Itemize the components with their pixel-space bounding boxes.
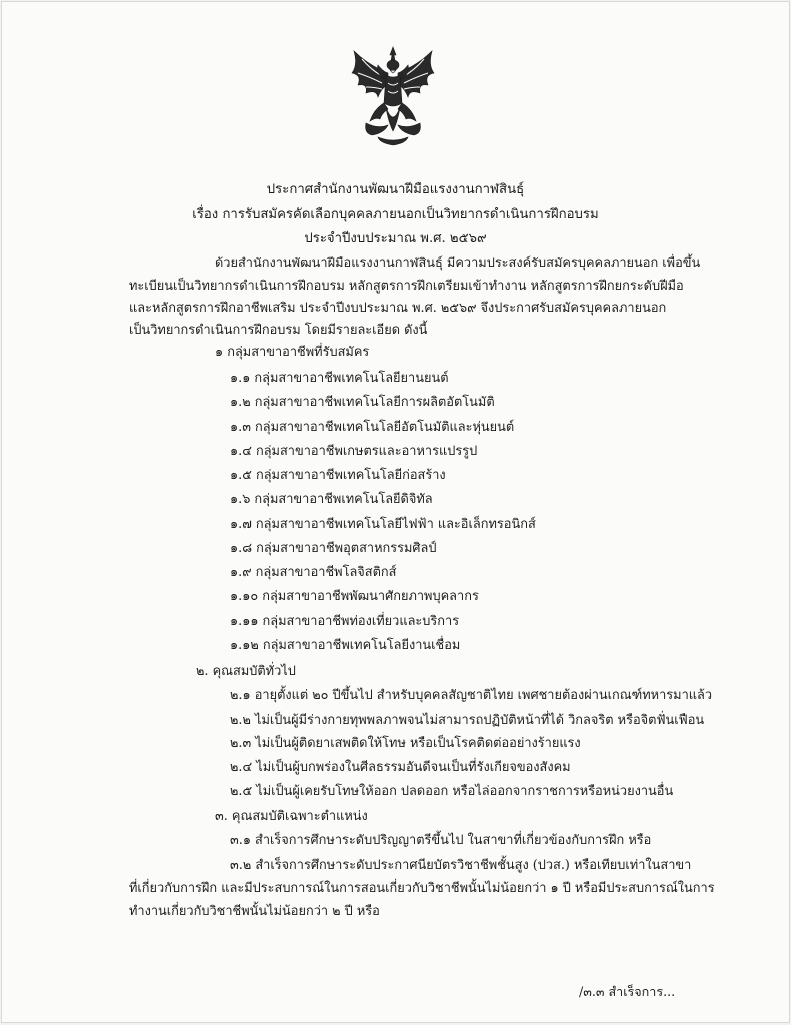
announcement-subject: เรื่อง การรับสมัครคัดเลือกบุคคลภายนอกเป็นวิทยากรดำเนินการฝึกอบรม [192, 207, 599, 222]
list-item: ๑.๑๐ กลุ่มสาขาอาชีพพัฒนาศักยภาพบุคลากร [230, 589, 479, 604]
list-item: ๑.๖ กลุ่มสาขาอาชีพเทคโนโลยีดิจิทัล [230, 492, 433, 507]
intro-line: เป็นวิทยากรดำเนินการฝึกอบรม โดยมีรายละเอียด ดังนี้ [129, 323, 428, 338]
list-item: ๒.๕ ไม่เป็นผู้เคยรับโทษให้ออก ปลดออก หรือไล่ออกจากราชการหรือหน่วยงานอื่น [230, 784, 674, 799]
intro-line: และหลักสูตรการฝึกอาชีพเสริม ประจำปีงบประมาณ พ.ศ. ๒๕๖๙ จึงประกาศรับสมัครบุคคลภายนอก [129, 301, 667, 316]
list-item-continuation: ทำงานเกี่ยวกับวิชาชีพนั้นไม่น้อยกว่า ๒ ปี หรือ [129, 904, 380, 919]
list-item: ๒.๑ อายุตั้งแต่ ๒๐ ปีขึ้นไป สำหรับบุคคลสัญชาติไทย เพศชายต้องผ่านเกณฑ์ทหารมาแล้ว [230, 688, 713, 703]
announcement-title: ประกาศสำนักงานพัฒนาฝีมือแรงงานกาฬสินธุ์ [266, 182, 525, 197]
list-item: ๒.๔ ไม่เป็นผู้บกพร่องในศีลธรรมอันดีจนเป็นที่รังเกียจของสังคม [230, 760, 571, 775]
list-item: ๒.๓ ไม่เป็นผู้ติดยาเสพติดให้โทษ หรือเป็นโรคติดต่ออย่างร้ายแรง [230, 736, 581, 751]
announcement-fiscal-year: ประจำปีงบประมาณ พ.ศ. ๒๕๖๙ [304, 231, 487, 246]
list-item: ๑.๑๒ กลุ่มสาขาอาชีพเทคโนโลยีงานเชื่อม [230, 638, 461, 653]
list-item: ๑.๓ กลุ่มสาขาอาชีพเทคโนโลยีอัตโนมัติและหุ่นยนต์ [230, 420, 515, 435]
intro-line: ด้วยสำนักงานพัฒนาฝีมือแรงงานกาฬสินธุ์ มีความประสงค์รับสมัครบุคคลภายนอก เพื่อขึ้น [215, 256, 701, 271]
section-heading: ๒. คุณสมบัติทั่วไป [196, 664, 296, 679]
list-item: ๑.๕ กลุ่มสาขาอาชีพเทคโนโลยีก่อสร้าง [230, 468, 446, 483]
list-item: ๑.๘ กลุ่มสาขาอาชีพอุตสาหกรรมศิลป์ [230, 541, 437, 556]
list-item: ๓.๒ สำเร็จการศึกษาระดับประกาศนียบัตรวิชาชีพชั้นสูง (ปวส.) หรือเทียบเท่าในสาขา [230, 858, 692, 873]
document-page [1, 1, 790, 1023]
list-item: ๓.๑ สำเร็จการศึกษาระดับปริญญาตรีขึ้นไป ในสาขาที่เกี่ยวข้องกับการฝึก หรือ [230, 833, 652, 848]
list-item: ๑.๗ กลุ่มสาขาอาชีพเทคโนโลยีไฟฟ้า และอิเล็กทรอนิกส์ [230, 517, 536, 532]
list-item: ๑.๒ กลุ่มสาขาอาชีพเทคโนโลยีการผลิตอัตโนมัติ [230, 395, 495, 410]
list-item: ๑.๑๑ กลุ่มสาขาอาชีพท่องเที่ยวและบริการ [230, 614, 460, 629]
garuda-emblem-icon [348, 43, 438, 147]
section-heading: ๑ กลุ่มสาขาอาชีพที่รับสมัคร [215, 345, 370, 360]
list-item: ๑.๙ กลุ่มสาขาอาชีพโลจิสติกส์ [230, 565, 397, 580]
page-continuation-marker: /๓.๓ สำเร็จการ... [579, 984, 676, 999]
list-item-continuation: ที่เกี่ยวกับการฝึก และมีประสบการณ์ในการสอนเกี่ยวกับวิชาชีพนั้นไม่น้อยกว่า ๑ ปี หรือมีประสบการณ์ในการ [129, 881, 715, 896]
list-item: ๒.๒ ไม่เป็นผู้มีร่างกายทุพพลภาพจนไม่สามารถปฏิบัติหน้าที่ได้ วิกลจริต หรือจิตฟั่นเฟือน [230, 713, 705, 728]
list-item: ๑.๔ กลุ่มสาขาอาชีพเกษตรและอาหารแปรรูป [230, 444, 478, 459]
intro-line: ทะเบียนเป็นวิทยากรดำเนินการฝึกอบรม หลักสูตรการฝึกเตรียมเข้าทำงาน หลักสูตรการฝึกยกระดับฝีมือ [129, 279, 684, 294]
section-heading: ๓. คุณสมบัติเฉพาะตำแหน่ง [215, 809, 368, 824]
list-item: ๑.๑ กลุ่มสาขาอาชีพเทคโนโลยียานยนต์ [230, 371, 449, 386]
